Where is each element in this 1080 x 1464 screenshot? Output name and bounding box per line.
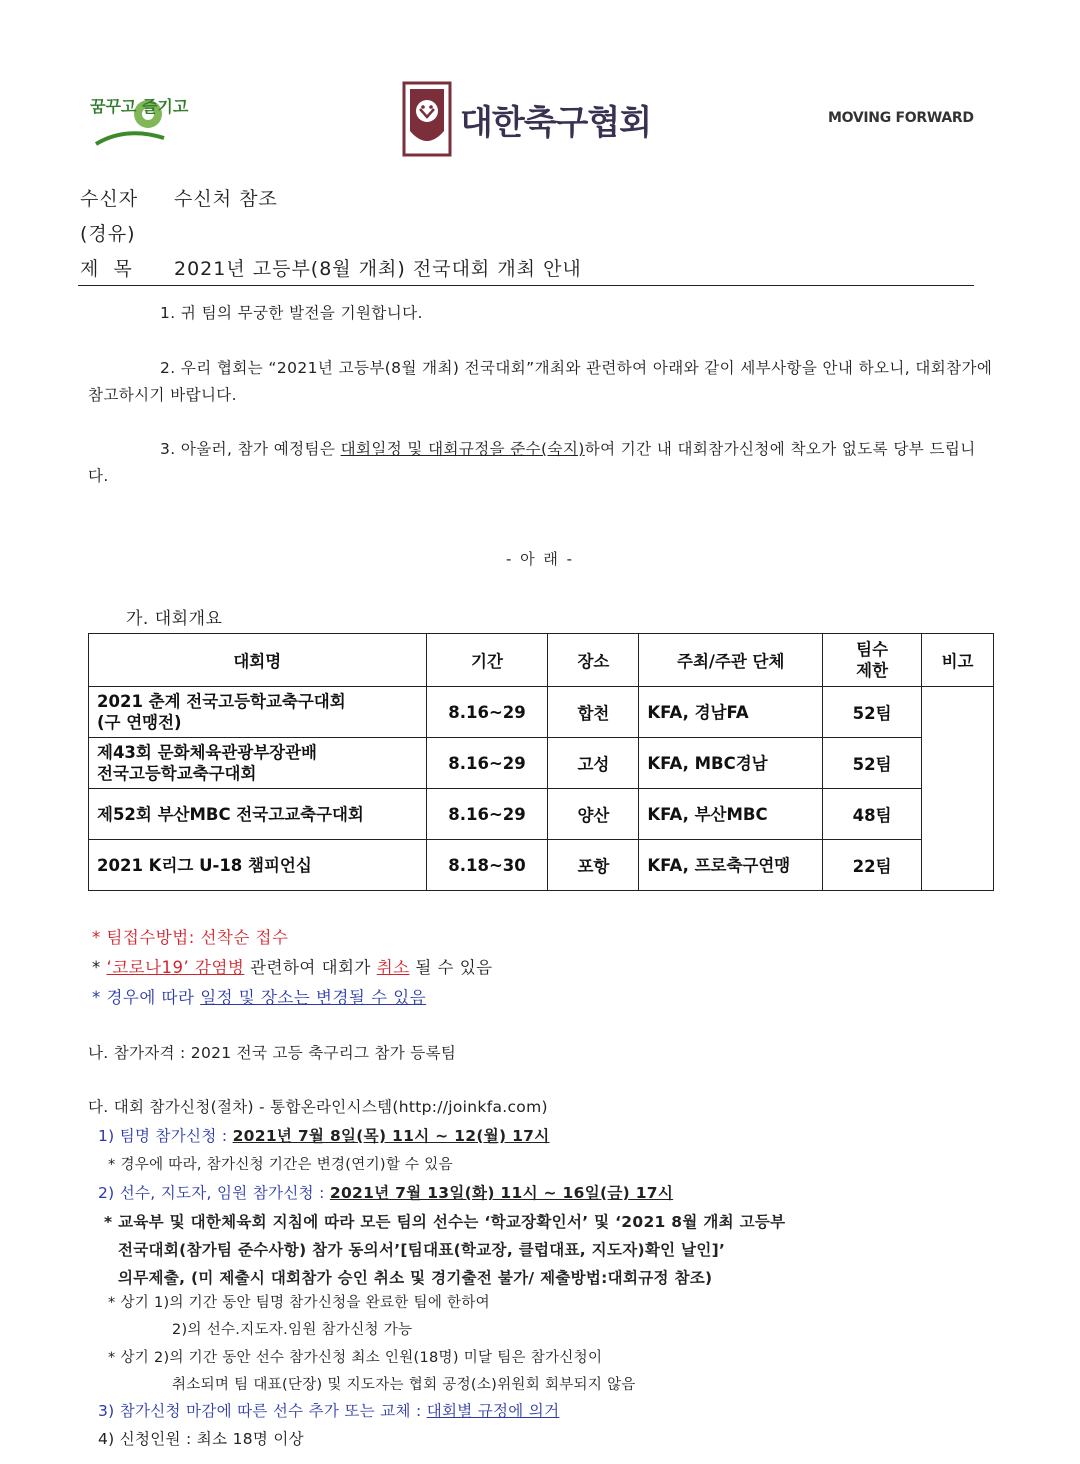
section-c: 다. 대회 참가신청(절차) - 통합온라인시스템(http://joinkfa.com) [88,1098,548,1116]
table-row [89,840,994,891]
row-name: 2021 K리그 U-18 챔피언십 [89,840,427,891]
recipient-value: 수신처 참조 [174,188,278,210]
note-covid-mid: 관련하여 대회가 [244,958,377,977]
note-covid-disease: ‘코로나19’ 감염병 [106,958,245,977]
table-row [89,789,994,840]
col-header-name: 대회명 [89,634,427,687]
row-host: KFA, MBC경남 [639,738,823,789]
section-b: 나. 참가자격 : 2021 전국 고등 축구리그 참가 등록팀 [88,1044,457,1062]
section-a-title: 가. 대회개요 [126,609,223,629]
col-header-place: 장소 [548,634,639,687]
row-period: 8.16~29 [426,789,548,840]
col-header-host: 주최/주관 단체 [639,634,823,687]
header-divider [78,285,974,286]
note-covid-bullet: * [92,958,107,977]
note-schedule-underlined: 일정 및 장소는 변경될 수 있음 [200,988,427,1007]
row-name: 2021 춘계 전국고등학교축구대회 (구 연맹전) [89,687,427,738]
step-2 [98,1181,673,1203]
paragraph-3 [88,436,993,490]
note-covid-post: 될 수 있음 [409,958,493,977]
row-period: 8.16~29 [426,687,548,738]
step-3-label: 3) 참가신청 마감에 따른 선수 추가 또는 교체 : [98,1402,427,1420]
subject-label: 제 목 [80,258,133,280]
row-period: 8.16~29 [426,738,548,789]
row-host: KFA, 경남FA [639,687,823,738]
step-2-label: 2) 선수, 지도자, 임원 참가신청 : [98,1184,330,1202]
row-name: 제52회 부산MBC 전국고교축구대회 [89,789,427,840]
step-1-label: 1) 팀명 참가신청 : [98,1127,233,1145]
step-2-note-1b: 2)의 선수.지도자.임원 참가신청 가능 [172,1322,413,1338]
overview-table [88,633,994,891]
row-teams: 52팀 [823,738,922,789]
row-place: 포항 [548,840,639,891]
note-covid-cancel: 취소 [376,958,410,977]
row-teams: 52팀 [823,687,922,738]
note-schedule-pre: * 경우에 따라 [92,988,201,1007]
paragraph-3-underlined: 대회일정 및 대회규정을 준수(숙지) [340,440,585,458]
row-name: 제43회 문화체육관광부장관배 전국고등학교축구대회 [89,738,427,789]
row-teams: 22팀 [823,840,922,891]
step-2-requirement-line-1: * 교육부 및 대한체육회 지침에 따라 모든 팀의 선수는 ‘학교장확인서’ 및 ‘2021 8월 개최 고등부 [104,1213,786,1231]
step-2-note-1a: * 상기 1)의 기간 동안 팀명 참가신청을 완료한 팀에 한하여 [108,1295,490,1311]
step-2-note-2a: * 상기 2)의 기간 동안 선수 참가신청 최소 인원(18명) 미달 팀은 참가신청이 [108,1350,603,1366]
col-header-teams: 팀수 제한 [823,634,922,687]
table-header-row [89,634,994,687]
row-place: 고성 [548,738,639,789]
paragraph-2: 2. 우리 협회는 “2021년 고등부(8월 개최) 전국대회”개최와 관련하여 아래와 같이 세부사항을 안내 하오니, 대회참가에 참고하시기 바랍니다. [88,359,993,404]
step-2-requirement-line-2: 전국대회(참가팀 준수사항) 참가 동의서’[팀대표(학교장, 클럽대표, 지도자)확인 날인]’ [118,1241,726,1259]
row-teams: 48팀 [823,789,922,840]
slogan-logo-text: 꿈꾸고 즐기고 [90,97,189,116]
step-2-value: 2021년 7월 13일(화) 11시 ~ 16일(금) 17시 [329,1184,674,1202]
table-row [89,738,994,789]
slogan-logo-graphic [86,86,189,152]
org-name: 대한축구협회 [460,102,652,143]
note-registration-method: * 팀접수방법: 선착순 접수 [92,928,289,947]
recipient-label: 수신자 [80,188,139,210]
row-host: KFA, 프로축구연맹 [639,840,823,891]
step-3 [98,1399,559,1421]
row-place: 양산 [548,789,639,840]
kfa-crest-icon [402,81,452,157]
paragraph-3-post: 하여 기간 내 대회참가신청에 착오가 없도록 당부 드립니다. [88,440,976,485]
col-header-remark: 비고 [922,634,994,687]
recipient-line [80,184,278,211]
motto: MOVING FORWARD [828,110,974,126]
paragraph-1: 1. 귀 팀의 무궁한 발전을 기원합니다. [160,304,423,322]
step-2-note-2b: 취소되며 팀 대표(단장) 및 지도자는 협회 공정(소)위원회 회부되지 않음 [172,1377,636,1393]
note-schedule-change [92,984,426,1008]
via-label: (경유) [80,223,136,245]
step-2-requirement-line-3: 의무제출, (미 제출시 대회참가 승인 취소 및 경기출전 불가/ 제출방법:대회규정 참조) [118,1269,713,1287]
note-covid [92,954,493,978]
step-3-value: 대회별 규정에 의거 [426,1402,560,1420]
slogan-logo [86,86,189,152]
row-remark [922,687,994,891]
row-place: 합천 [548,687,639,738]
step-1 [98,1124,550,1146]
paragraph-3-pre: 3. 아울러, 참가 예정팀은 [160,440,341,458]
table-row [89,687,994,738]
step-4: 4) 신청인원 : 최소 18명 이상 [98,1430,304,1448]
step-1-note: * 경우에 따라, 참가신청 기간은 변경(연기)할 수 있음 [108,1157,453,1173]
below-title: - 아 래 - [505,550,575,568]
subject-value: 2021년 고등부(8월 개최) 전국대회 개최 안내 [174,258,582,280]
step-1-value: 2021년 7월 8일(목) 11시 ~ 12(월) 17시 [232,1127,550,1145]
via-line [80,219,136,246]
row-period: 8.18~30 [426,840,548,891]
row-host: KFA, 부산MBC [639,789,823,840]
kfa-logo [402,80,651,158]
subject-line [80,254,582,281]
col-header-period: 기간 [426,634,548,687]
